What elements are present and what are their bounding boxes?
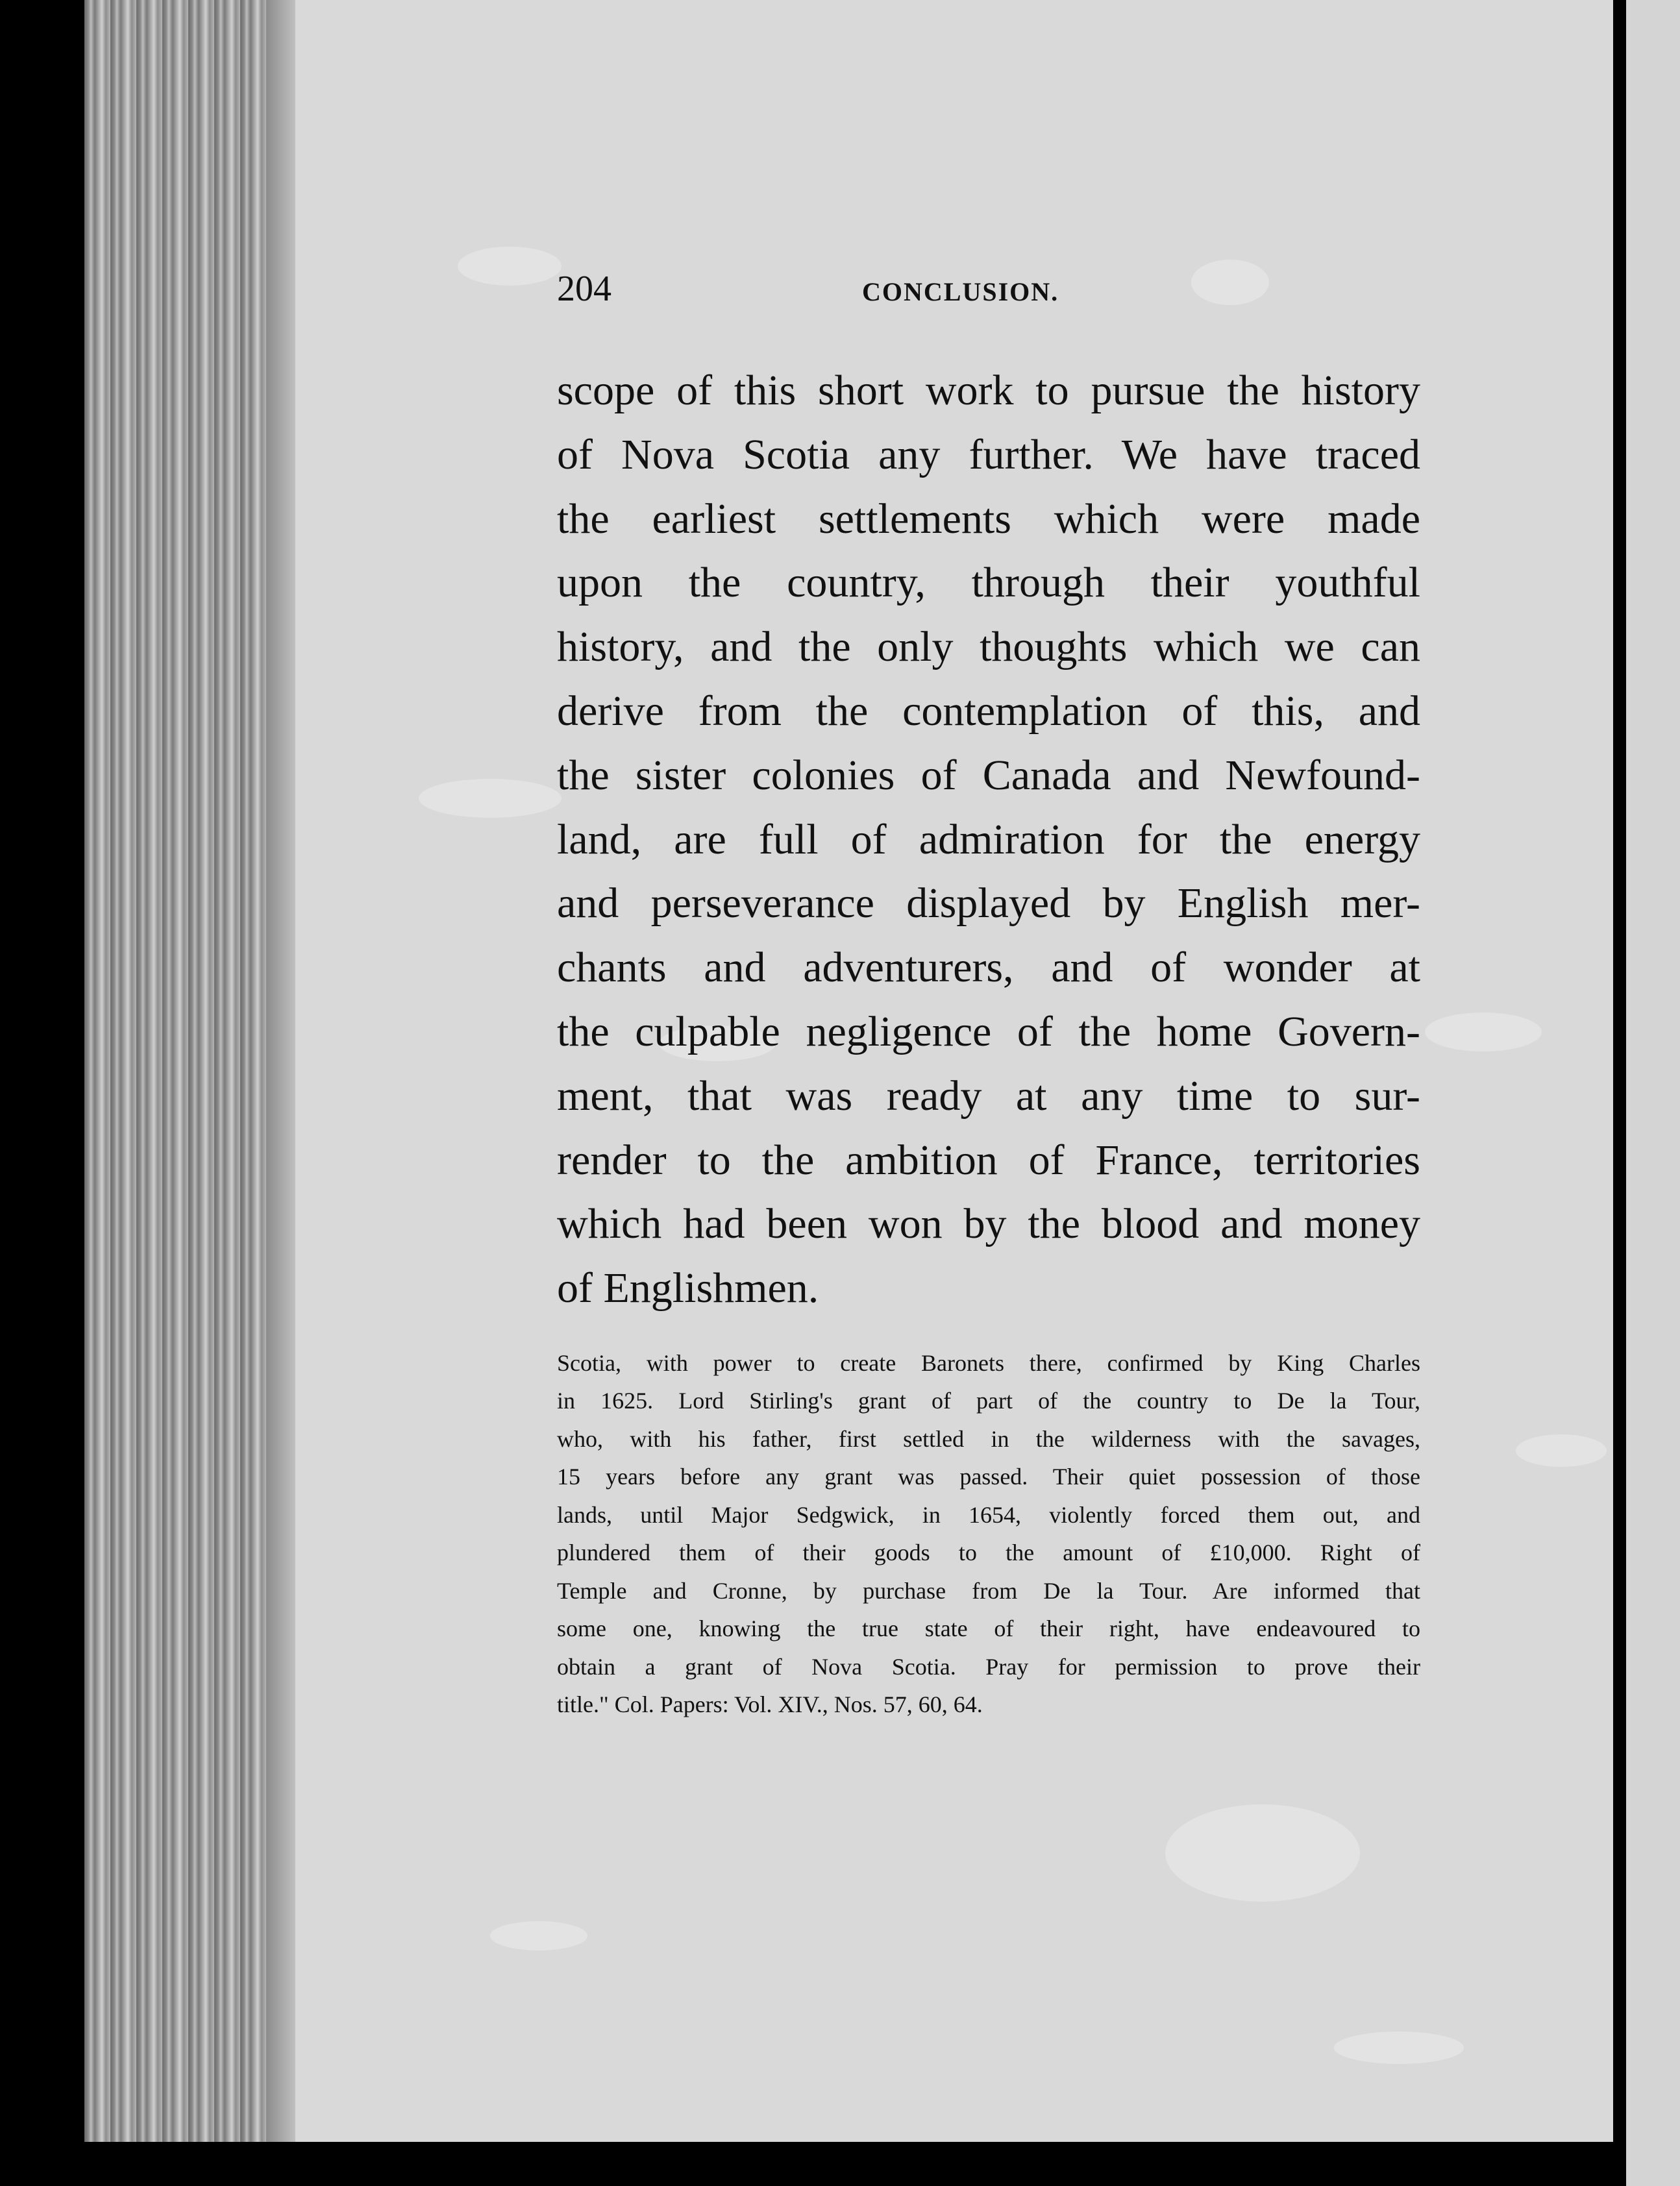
edge-shadow [266, 0, 299, 2142]
paper-blemish [419, 779, 562, 818]
body-line: land, are full of admiration for the energy [557, 815, 1420, 863]
footnote-line: title." Col. Papers: Vol. XIV., Nos. 57, 60, 64. [557, 1691, 983, 1718]
page-number: 204 [557, 269, 611, 309]
footnote [557, 1344, 1420, 1724]
footnote-line: obtain a grant of Nova Scotia. Pray for permission to prove their [557, 1653, 1420, 1680]
body-line: render to the ambition of France, territories [557, 1136, 1420, 1184]
paper-blemish [1425, 1013, 1542, 1051]
body-line: of Nova Scotia any further. We have traced [557, 430, 1420, 478]
paper-blemish [490, 1921, 587, 1950]
paper-blemish [1516, 1434, 1607, 1467]
body-line: chants and adventurers, and of wonder at [557, 944, 1420, 992]
body-line: history, and the only thoughts which we can [557, 623, 1420, 671]
running-head [557, 263, 1420, 315]
footnote-line: lands, until Major Sedgwick, in 1654, violently forced them out, and [557, 1501, 1420, 1528]
footnote-line: plundered them of their goods to the amount of £10,000. Right of [557, 1540, 1420, 1566]
body-line: upon the country, through their youthful [557, 559, 1420, 607]
body-line: which had been won by the blood and money [557, 1200, 1420, 1248]
footnote-line: Temple and Cronne, by purchase from De la Tour. Are informed that [557, 1577, 1420, 1604]
body-line: the sister colonies of Canada and Newfound- [557, 751, 1420, 799]
footnote-line: Scotia, with power to create Baronets there, confirmed by King Charles [557, 1349, 1420, 1376]
footnote-line: who, with his father, first settled in the wilderness with the savages, [557, 1425, 1420, 1452]
body-line: ment, that was ready at any time to sur- [557, 1072, 1420, 1120]
page-content [557, 263, 1420, 1724]
body-line: of Englishmen. [557, 1264, 819, 1312]
footnote-line: in 1625. Lord Stirling's grant of part of the country to De la Tour, [557, 1388, 1420, 1414]
paper-blemish [1334, 2032, 1464, 2064]
footnote-line: 15 years before any grant was passed. Their quiet possession of those [557, 1464, 1420, 1490]
page-edges [84, 0, 292, 2142]
paper-blemish [458, 247, 562, 286]
body-line: derive from the contemplation of this, and [557, 687, 1420, 735]
gutter-shadow [1613, 0, 1626, 2186]
paper-blemish [1165, 1804, 1360, 1902]
body-text [557, 359, 1420, 1321]
body-line: the culpable negligence of the home Govern- [557, 1007, 1420, 1055]
body-line: the earliest settlements which were made [557, 495, 1420, 543]
running-title: CONCLUSION. [862, 277, 1059, 306]
body-line: and perseverance displayed by English mer- [557, 879, 1420, 927]
body-line: scope of this short work to pursue the history [557, 367, 1420, 414]
scan-bottom-border [0, 2142, 1613, 2186]
facing-page-edge [1626, 0, 1680, 2186]
footnote-line: some one, knowing the true state of their right, have endeavoured to [557, 1615, 1420, 1642]
